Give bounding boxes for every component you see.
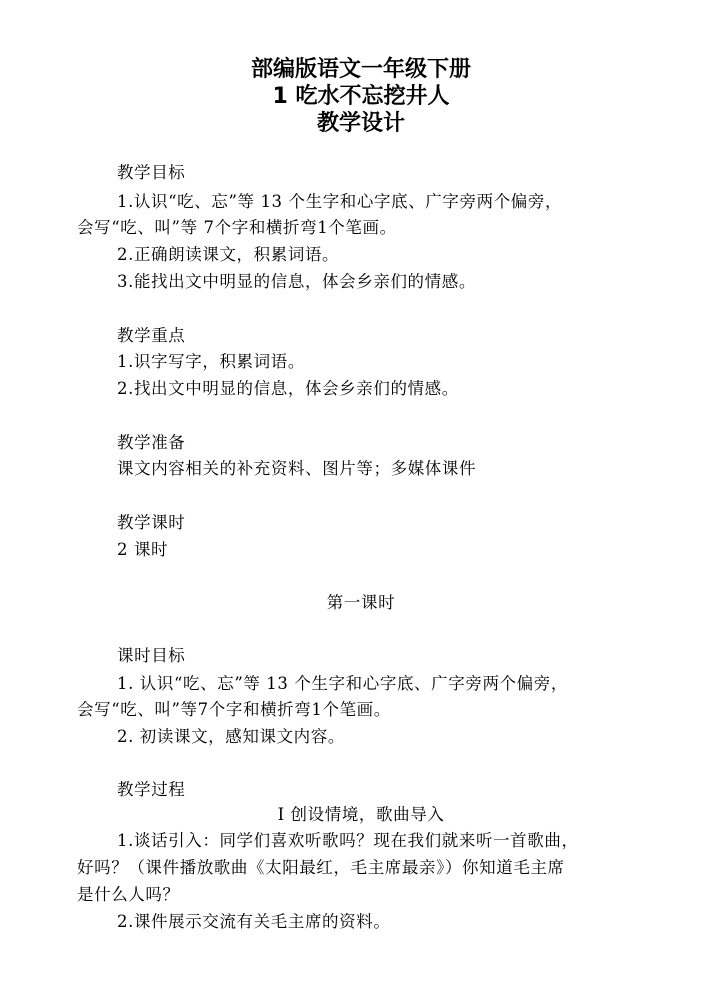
document-title: 部编版语文一年级下册 [250,57,471,82]
process-section-1: Ⅰ 创设情境，歌曲导入 [277,805,445,824]
prep-text: 课文内容相关的补充资料、图片等；多媒体课件 [117,459,477,478]
keypoint-item-2: 2.找出文中明显的信息，体会乡亲们的情感。 [117,379,459,398]
section-heading-hours: 教学课时 [117,513,186,532]
lesson-goal-2: 2. 初读课文，感知课文内容。 [117,727,345,746]
design-title: 教学设计 [316,111,405,136]
section-heading-lesson-goals: 课时目标 [117,646,186,665]
lesson-title: 1 吃水不忘挖井人 [272,84,450,109]
lesson-goal-1-line-1: 1. 认识“吃、忘”等 13 个生字和心字底、广字旁两个偏旁， [117,674,568,693]
process-step-1-line-2: 好吗？（课件播放歌曲《太阳最红，毛主席最亲》）你知道毛主席 [77,858,565,877]
goal-item-1-line-1: 1.认识“吃、忘”等 13 个生字和心字底、广字旁两个偏旁， [117,192,563,211]
goal-item-3: 3.能找出文中明显的信息，体会乡亲们的情感。 [117,272,476,291]
hours-text: 2 课时 [117,540,169,559]
keypoint-item-1: 1.识字写字，积累词语。 [117,352,305,371]
section-heading-keypoints: 教学重点 [117,326,186,345]
process-step-2: 2.课件展示交流有关毛主席的资料。 [117,912,391,931]
lesson-heading: 第一课时 [326,593,396,612]
section-heading-process: 教学过程 [117,780,186,799]
section-heading-goals: 教学目标 [117,163,186,182]
goal-item-1-line-2: 会写“吃、叫”等 7个字和横折弯1个笔画。 [77,218,397,237]
process-step-1-line-3: 是什么人吗？ [77,885,180,904]
lesson-goal-1-line-2: 会写“吃、叫”等7个字和横折弯1个笔画。 [77,700,391,719]
process-step-1-line-1: 1.谈话引入：同学们喜欢听歌吗？现在我们就来听一首歌曲， [117,831,579,850]
section-heading-prep: 教学准备 [117,433,186,452]
goal-item-2: 2.正确朗读课文，积累词语。 [117,245,340,264]
